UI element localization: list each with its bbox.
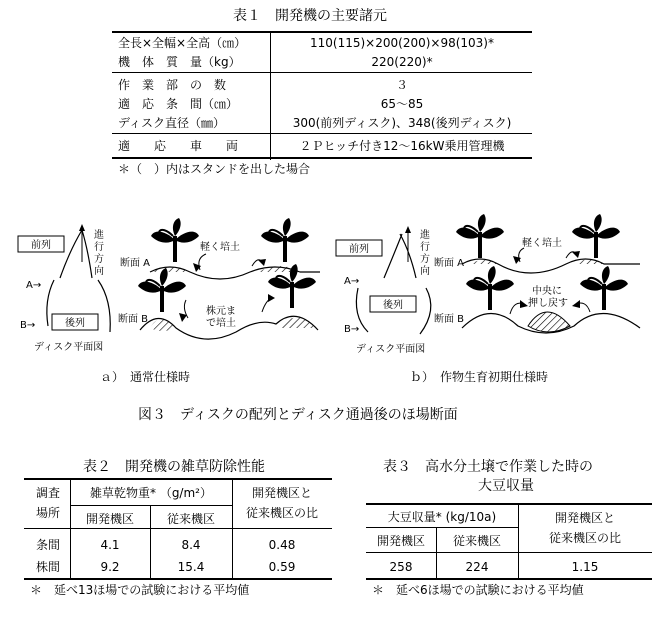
- table1-value: ３: [395, 78, 408, 92]
- section-b-label: 断面 B: [434, 314, 465, 325]
- dev-header: 開発機区: [85, 512, 134, 526]
- table1-value: 65～85: [380, 97, 424, 111]
- root-soil-label: 株元ま: [206, 306, 236, 317]
- survey-header: 場所: [36, 506, 61, 520]
- dev-cell: 258: [389, 560, 413, 574]
- arrow-b-label: B→: [20, 320, 36, 331]
- push-back-label: 押し戻す: [528, 298, 568, 309]
- root-soil-label: で培土: [206, 318, 236, 329]
- table1-label: ディスク直径（㎜）: [118, 116, 226, 130]
- table2-title: 表２ 開発機の雑草防除性能: [83, 459, 265, 475]
- table2-note: ＊ 延べ13ほ場での試験における平均値: [30, 583, 250, 597]
- table1-value: 300(前列ディスク)、348(後列ディスク): [292, 116, 512, 130]
- conv-header: 従来機区: [452, 534, 501, 548]
- front-row-label: 前列: [349, 244, 369, 255]
- push-back-label: 中央に: [532, 286, 562, 297]
- section-a-label: 断面 A: [434, 258, 465, 269]
- table1-label: 適 応 条 間（㎝）: [118, 97, 239, 111]
- front-disk-right: [82, 230, 92, 278]
- ratio-header: 従来機区の比: [548, 531, 621, 545]
- rear-disk-right: [98, 280, 110, 332]
- table3-rule: [366, 552, 652, 553]
- table3-title: 表３ 高水分土壌で作業した時の: [383, 459, 593, 475]
- table1-top-rule: [112, 31, 532, 33]
- weed-weight-header: 雑草乾物重* （g/m²）: [90, 486, 212, 500]
- section-a-label: 断面 A: [120, 258, 151, 269]
- rear-row-label: 後列: [65, 318, 85, 329]
- direction-char: 行: [420, 242, 430, 253]
- conv-cell: 15.4: [177, 560, 205, 574]
- table1-label: 作 業 部 の 数: [118, 78, 227, 92]
- table2-rule: [24, 528, 332, 529]
- panel-b-plan: [336, 226, 431, 355]
- sub-caption-b: ｂ） 作物生育初期仕様時: [410, 370, 549, 384]
- light-soil-label: 軽く培土: [522, 238, 562, 249]
- panel-b-sections: [434, 214, 640, 333]
- arrow-a-label: A→: [26, 280, 42, 291]
- table2-bottom-rule: [24, 578, 332, 580]
- table1-rule: [112, 72, 532, 73]
- ratio-header: 開発機区と: [251, 486, 312, 500]
- table1-value: 110(115)×200(200)×98(103)*: [310, 36, 494, 50]
- conv-cell: 224: [465, 560, 489, 574]
- light-soil-label: 軽く培土: [200, 242, 240, 253]
- table1-bottom-rule: [112, 157, 532, 159]
- arrow-b-label: B→: [344, 324, 360, 335]
- table3-title: 大豆収量: [478, 478, 534, 494]
- ratio-cell: 0.48: [268, 538, 296, 552]
- rear-row-label: 後列: [383, 300, 403, 311]
- ratio-header: 従来機区の比: [245, 506, 318, 520]
- plan-label: ディスク平面図: [34, 342, 104, 353]
- conv-header: 従来機区: [166, 512, 215, 526]
- table3-note: ＊ 延べ6ほ場での試験における平均値: [372, 583, 584, 597]
- dev-header: 開発機区: [376, 534, 425, 548]
- figure-diagram: [0, 200, 667, 400]
- front-row-label: 前列: [31, 240, 51, 251]
- direction-char: 進: [94, 230, 104, 241]
- table1-label: 適 応 車 両: [118, 139, 239, 153]
- arrow-a-label: A→: [344, 276, 360, 287]
- figure-caption: 図３ ディスクの配列とディスク通過後のほ場断面: [138, 407, 458, 423]
- table1-note: ＊（ ）内はスタンドを出した場合: [118, 162, 311, 176]
- table3-bottom-rule: [366, 578, 652, 580]
- table1-label: 全長×全幅×全高（㎝）: [118, 36, 247, 50]
- direction-char: 向: [420, 266, 430, 277]
- ratio-header: 開発機区と: [554, 511, 615, 525]
- table1-title: 表１ 開発機の主要諸元: [233, 8, 387, 24]
- yield-header: 大豆収量* (kg/10a): [387, 510, 497, 524]
- panel-a-sections: [118, 218, 320, 339]
- table1-value: 220(220)*: [371, 55, 433, 69]
- direction-char: 行: [94, 242, 104, 253]
- place-cell: 条間: [36, 538, 61, 552]
- table1-value: ２Ｐヒッチ付き12～16kW乗用管理機: [299, 139, 505, 153]
- conv-cell: 8.4: [181, 538, 201, 552]
- direction-char: 方: [420, 254, 430, 265]
- sub-caption-a: ａ） 通常仕様時: [100, 370, 191, 384]
- direction-char: 進: [420, 230, 430, 241]
- plan-label: ディスク平面図: [356, 344, 426, 355]
- ratio-cell: 1.15: [571, 560, 599, 574]
- table2-rule: [70, 505, 232, 506]
- table1-label: 機 体 質 量（kg）: [118, 55, 241, 69]
- table1-rule: [112, 133, 532, 134]
- dev-cell: 4.1: [100, 538, 120, 552]
- table1-divider: [270, 32, 271, 160]
- table3-rule: [366, 527, 518, 528]
- survey-header: 調査: [36, 486, 61, 500]
- dev-cell: 9.2: [100, 560, 120, 574]
- section-b-label: 断面 B: [118, 314, 149, 325]
- place-cell: 株間: [36, 560, 61, 574]
- direction-char: 方: [94, 254, 104, 265]
- direction-char: 向: [94, 266, 104, 277]
- table3-top-rule: [366, 503, 652, 505]
- panel-a-plan: [18, 224, 110, 353]
- ratio-cell: 0.59: [268, 560, 296, 574]
